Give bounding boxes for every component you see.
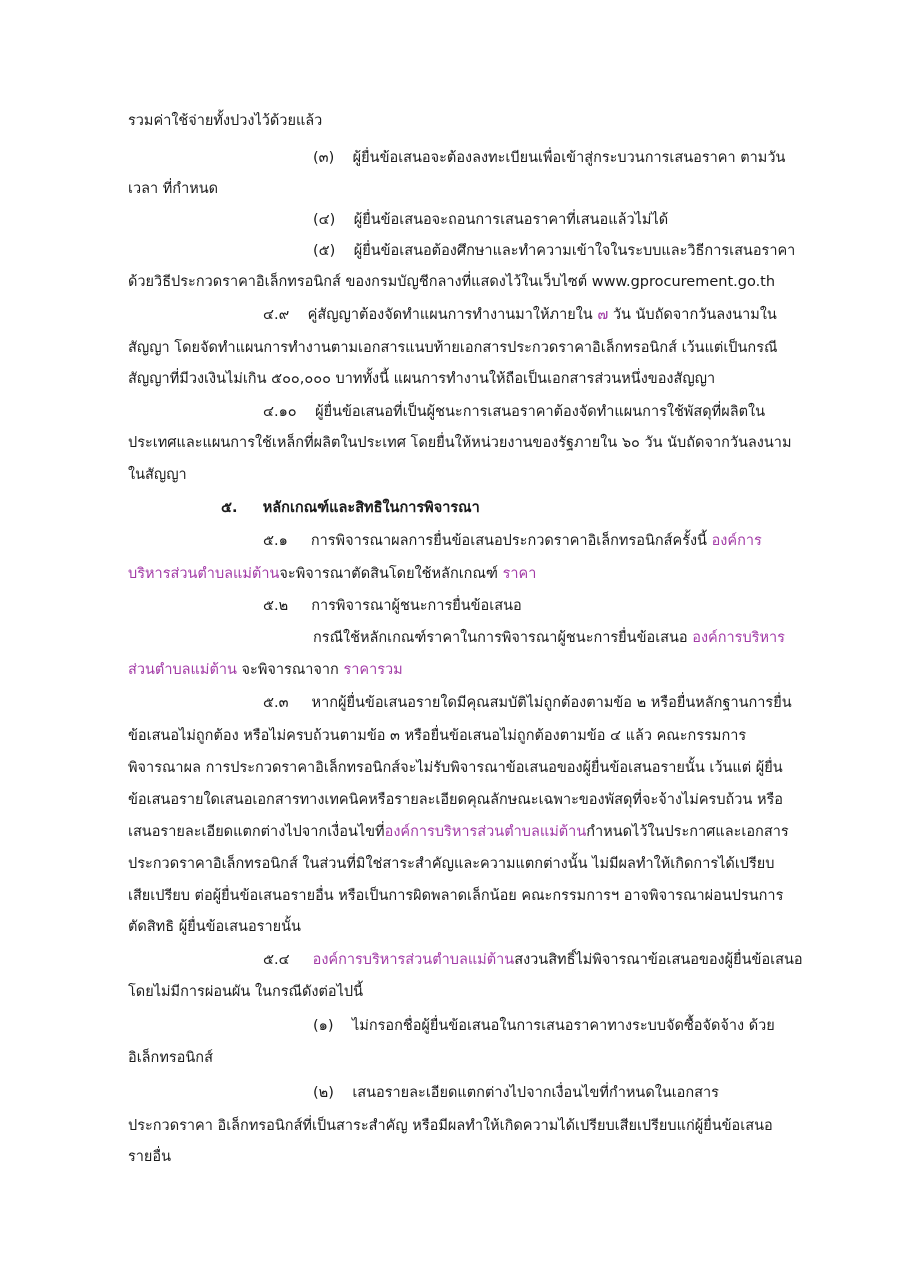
clause-5-4 <box>263 950 803 970</box>
list-item-5 <box>313 241 795 261</box>
paragraph-line <box>128 822 789 842</box>
clause-number: ๕.๓ <box>263 695 289 711</box>
highlight-agency: ส่วนตำบลแม่ต้าน <box>128 662 237 678</box>
clause-text: วัน นับถัดจากวันลงนามใน <box>612 307 777 323</box>
clause-text: กรณีใช้หลักเกณฑ์ราคาในการพิจารณาผู้ชนะการยื่นข้อเสนอ <box>313 630 688 646</box>
list-number: (๑) <box>313 1018 334 1034</box>
paragraph-line: ข้อเสนอไม่ถูกต้อง หรือไม่ครบถ้วนตามข้อ ๓ หรือยื่นข้อเสนอไม่ถูกต้องตามข้อ ๔ แล้ว คณะกรรมการ <box>128 728 747 744</box>
paragraph-line: ประกวดราคาอิเล็กทรอนิกส์ ในส่วนที่มิใช่สาระสำคัญและความแตกต่างนั้น ไม่มีผลทำให้เกิดการได้เปรียบ <box>128 856 775 872</box>
clause-number: ๔.๙ <box>263 307 290 323</box>
paragraph-line: โดยไม่มีการผ่อนผัน ในกรณีดังต่อไปนี้ <box>128 984 363 1000</box>
clause-5-1 <box>263 531 762 551</box>
paragraph-line: ประเทศและแผนการใช้เหล็กที่ผลิตในประเทศ โดยยื่นให้หน่วยงานของรัฐภายใน ๖๐ วัน นับถัดจากวันลงนาม <box>128 435 792 451</box>
paragraph-line: อิเล็กทรอนิกส์ <box>128 1050 213 1066</box>
paragraph-line: เวลา ที่กำหนด <box>128 181 219 197</box>
list-text: ไม่กรอกชื่อผู้ยื่นข้อเสนอในการเสนอราคาทางระบบจัดซื้อจัดจ้าง ด้วย <box>351 1018 775 1034</box>
paragraph-line: ตัดสิทธิ ผู้ยื่นข้อเสนอรายนั้น <box>128 919 301 935</box>
paragraph-line <box>128 660 403 680</box>
paragraph-line: สัญญา โดยจัดทำแผนการทำงานตามเอกสารแนบท้ายเอกสารประกวดราคาอิเล็กทรอนิกส์ เว้นแต่เป็นกรณี <box>128 340 778 356</box>
paragraph-line: รวมค่าใช้จ่ายทั้งปวงไว้ด้วยแล้ว <box>128 113 323 129</box>
clause-text: จะพิจารณาจาก <box>241 662 339 678</box>
paragraph-line: สัญญาที่มีวงเงินไม่เกิน ๕๐๐,๐๐๐ บาททั้งนี้ แผนการทำงานให้ถือเป็นเอกสารส่วนหนึ่งของสัญญา <box>128 371 716 387</box>
clause-number: ๔.๑๐ <box>263 404 297 420</box>
clause-number: ๕.๔ <box>263 952 290 968</box>
list-text: ผู้ยื่นข้อเสนอจะต้องลงทะเบียนเพื่อเข้าสู่กระบวนการเสนอราคา ตามวัน <box>352 150 786 166</box>
list-text: เสนอรายละเอียดแตกต่างไปจากเงื่อนไขที่กำหนดในเอกสาร <box>352 1085 719 1101</box>
highlight-agency: องค์การบริหารส่วนตำบลแม่ต้าน <box>312 952 515 968</box>
clause-text: สงวนสิทธิ์ไม่พิจารณาข้อเสนอของผู้ยื่นข้อเสนอ <box>514 952 803 968</box>
list-text: ผู้ยื่นข้อเสนอจะถอนการเสนอราคาที่เสนอแล้วไม่ได้ <box>353 212 669 228</box>
list-item-3 <box>313 148 785 168</box>
list-number: (๓) <box>313 150 335 166</box>
list-text: ผู้ยื่นข้อเสนอต้องศึกษาและทำความเข้าใจในระบบและวิธีการเสนอราคา <box>353 243 796 259</box>
section-heading-5 <box>221 498 480 518</box>
paragraph-line: รายอื่น <box>128 1149 172 1165</box>
paragraph-line: ประกวดราคา อิเล็กทรอนิกส์ที่เป็นสาระสำคัญ หรือมีผลทำให้เกิดความได้เปรียบเสียเปรียบแก่ผู้ยื่นข้อเสนอ <box>128 1118 773 1134</box>
list-item-1 <box>313 1016 775 1036</box>
highlight-criteria: ราคารวม <box>343 662 403 678</box>
clause-number: ๕.๑ <box>263 533 288 549</box>
highlight-days: ๗ <box>597 307 609 323</box>
clause-text: ผู้ยื่นข้อเสนอที่เป็นผู้ชนะการเสนอราคาต้องจัดทำแผนการใช้พัสดุที่ผลิตใน <box>315 404 765 420</box>
clause-text: เสนอรายละเอียดแตกต่างไปจากเงื่อนไขที่ <box>128 824 385 840</box>
highlight-agency: บริหารส่วนตำบลแม่ต้าน <box>128 566 280 582</box>
paragraph-line <box>313 628 785 648</box>
clause-4-10 <box>263 402 765 422</box>
clause-text: การพิจารณาผลการยื่นข้อเสนอประกวดราคาอิเล็กทรอนิกส์ครั้งนี้ <box>310 533 707 549</box>
paragraph-line <box>128 564 536 584</box>
clause-number: ๕.๒ <box>263 598 289 614</box>
clause-4-9 <box>263 305 777 325</box>
paragraph-line: เสียเปรียบ ต่อผู้ยื่นข้อเสนอรายอื่น หรือเป็นการผิดพลาดเล็กน้อย คณะกรรมการฯ อาจพิจารณาผ่อนปรนการ <box>128 888 784 904</box>
list-number: (๔) <box>313 212 336 228</box>
clause-5-2 <box>263 596 522 616</box>
list-item-4 <box>313 210 668 230</box>
clause-text: การพิจารณาผู้ชนะการยื่นข้อเสนอ <box>311 598 522 614</box>
clause-text: คู่สัญญาต้องจัดทำแผนการทำงานมาให้ภายใน <box>307 307 593 323</box>
paragraph-line: ด้วยวิธีประกวดราคาอิเล็กทรอนิกส์ ของกรมบัญชีกลางที่แสดงไว้ในเว็บไซต์ www.gprocurement.go.th <box>128 274 776 290</box>
list-item-2 <box>313 1083 719 1103</box>
highlight-agency: องค์การ <box>711 533 762 549</box>
clause-text: กำหนดไว้ในประกาศและเอกสาร <box>586 824 789 840</box>
list-number: (๒) <box>313 1085 334 1101</box>
clause-5-3 <box>263 693 792 713</box>
clause-text: หากผู้ยื่นข้อเสนอรายใดมีคุณสมบัติไม่ถูกต้องตามข้อ ๒ หรือยื่นหลักฐานการยื่น <box>311 695 792 711</box>
paragraph-line: ข้อเสนอรายใดเสนอเอกสารทางเทคนิคหรือรายละเอียดคุณลักษณะเฉพาะของพัสดุที่จะจ้างไม่ครบถ้วน หรือ <box>128 792 784 808</box>
paragraph-line: ในสัญญา <box>128 467 187 483</box>
highlight-agency: องค์การบริหาร <box>692 630 785 646</box>
paragraph-line: พิจารณาผล การประกวดราคาอิเล็กทรอนิกส์จะไม่รับพิจารณาข้อเสนอของผู้ยื่นข้อเสนอรายนั้น เว้นแต่ ผู้ยื่น <box>128 760 783 776</box>
list-number: (๕) <box>313 243 336 259</box>
highlight-agency: องค์การบริหารส่วนตำบลแม่ต้าน <box>384 824 587 840</box>
clause-text: จะพิจารณาตัดสินโดยใช้หลักเกณฑ์ <box>279 566 498 582</box>
highlight-criteria: ราคา <box>502 566 537 582</box>
section-title: หลักเกณฑ์และสิทธิในการพิจารณา <box>262 500 480 516</box>
section-number: ๕. <box>221 500 238 516</box>
